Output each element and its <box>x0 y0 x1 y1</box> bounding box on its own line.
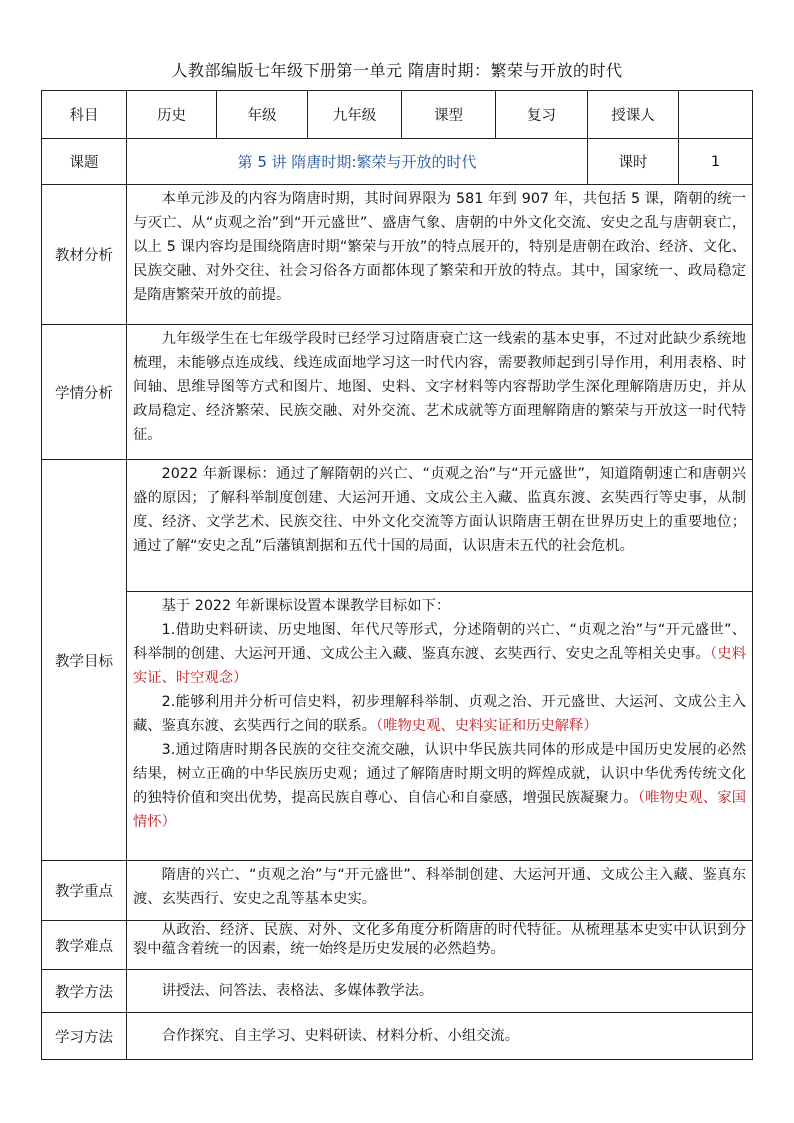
teaching-methods-label: 教学方法 <box>42 970 127 1013</box>
key-points-label: 教学重点 <box>42 861 127 921</box>
topic-value: 第 5 讲 隋唐时期:繁荣与开放的时代 <box>127 139 588 185</box>
key-points-text: 隋唐的兴亡、“贞观之治”与“开元盛世”、科举制创建、大运河开通、文成公主入藏、鉴真东渡、玄奘西行、安史之乱等基本史实。 <box>133 867 746 907</box>
learning-methods-text: 合作探究、自主学习、史料研读、材料分析、小组交流。 <box>161 1028 520 1044</box>
teaching-methods-text: 讲授法、问答法、表格法、多媒体教学法。 <box>161 983 434 999</box>
difficulties-row <box>42 921 753 970</box>
goal-item-2 <box>133 690 746 738</box>
lesson-type-label: 课型 <box>402 91 496 139</box>
document-title: 人教部编版七年级下册第一单元 隋唐时期：繁荣与开放的时代 <box>171 61 623 80</box>
goal-2-literacy-note: （唯物史观、史料实证和历史解释） <box>376 718 598 734</box>
difficulties-text: 从政治、经济、民族、对外、文化多角度分析隋唐的时代特征。从梳理基本史实中认识到分裂中蕴含着统一的因素，统一始终是历史发展的必然趋势。 <box>133 922 746 957</box>
class-hours-label: 课时 <box>588 139 679 185</box>
class-hours-value: 1 <box>679 139 753 185</box>
subject-value: 历史 <box>127 91 217 139</box>
learning-methods-row <box>42 1013 753 1060</box>
lesson-type-value: 复习 <box>496 91 588 139</box>
lesson-plan-table <box>41 90 753 1060</box>
goal-3-text: 3.通过隋唐时期各民族的交往交流交融，认识中华民族共同体的形成是中国历史发展的必然结果，树立正确的中华民族历史观；通过了解隋唐时期文明的辉煌成就，认识中华优秀传统文化的独特价值和突出优势，提高民族自尊心、自信心和自豪感，增强民族凝聚力。 <box>133 742 746 806</box>
topic-row <box>42 139 753 185</box>
header-row <box>42 91 753 139</box>
goal-1-literacy-note: （史料实证、时空观念） <box>133 646 746 686</box>
topic-label: 课题 <box>42 139 127 185</box>
textbook-analysis-row <box>42 185 753 325</box>
student-analysis-label: 学情分析 <box>42 325 127 460</box>
textbook-analysis-text: 本单元涉及的内容为隋唐时期，其时间界限为 581 年到 907 年，共包括 5 课，隋朝的统一与灭亡、从“贞观之治”到“开元盛世”、盛唐气象、唐朝的中外文化交流、安史之乱与唐朝衰亡，以上 5 课内容均是围绕隋唐时期“繁荣与开放”的特点展开的，特别是唐朝在政治、经济、文化、民族交融、对外交往、社会习俗各方面都体现了繁荣和开放的特点。其中，国家统一、政局稳定是隋唐繁荣开放的前提。 <box>133 191 746 303</box>
goal-1-text: 1.借助史料研读、历史地图、年代尺等形式，分述隋朝的兴亡、“贞观之治”与“开元盛世”、科举制的创建、大运河开通、文成公主入藏、鉴真东渡、玄奘西行、安史之乱等相关史事。 <box>133 622 746 662</box>
student-analysis-text: 九年级学生在七年级学段时已经学习过隋唐衰亡这一线索的基本史事，不过对此缺少系统地梳理，未能够点连成线、线连成面地学习这一时代内容，需要教师起到引导作用，利用表格、时间轴、思维导图等方式和图片、地图、史料、文字材料等内容帮助学生深化理解隋唐历史，并从政局稳定、经济繁荣、民族交融、对外交流、艺术成就等方面理解隋唐的繁荣与开放这一时代特征。 <box>133 331 746 443</box>
teaching-goals-standard-row <box>42 460 753 592</box>
key-points-row <box>42 861 753 921</box>
goal-item-1 <box>133 618 746 690</box>
grade-label: 年级 <box>217 91 308 139</box>
teaching-methods-row <box>42 970 753 1013</box>
student-analysis-row <box>42 325 753 460</box>
goals-intro: 基于 2022 年新课标设置本课教学目标如下： <box>161 598 451 614</box>
curriculum-standard-text: 2022 年新课标：通过了解隋朝的兴亡、“贞观之治”与“开元盛世”，知道隋朝速亡和唐朝兴盛的原因；了解科举制度创建、大运河开通、文成公主入藏、监真东渡、玄奘西行等史事，从制度、经济、文学艺术、民族交往、中外文化交流等方面认识隋唐王朝在世界历史上的重要地位；通过了解“安史之乱”后藩镇割据和五代十国的局面，认识唐末五代的社会危机。 <box>133 466 746 554</box>
difficulties-label: 教学难点 <box>42 921 127 970</box>
teaching-goals-list-row <box>42 592 753 861</box>
teacher-label: 授课人 <box>588 91 679 139</box>
grade-value: 九年级 <box>308 91 402 139</box>
goal-2-text: 2.能够利用并分析可信史料，初步理解科举制、贞观之治、开元盛世、大运河、文成公主入藏、鉴真东渡、玄奘西行之间的联系。 <box>133 694 746 734</box>
goal-item-3 <box>133 738 746 834</box>
goal-3-literacy-note: （唯物史观、家国情怀） <box>133 790 746 830</box>
subject-label: 科目 <box>42 91 127 139</box>
teaching-goals-label: 教学目标 <box>42 460 127 861</box>
textbook-analysis-label: 教材分析 <box>42 185 127 325</box>
learning-methods-label: 学习方法 <box>42 1013 127 1060</box>
teacher-value <box>679 91 753 139</box>
